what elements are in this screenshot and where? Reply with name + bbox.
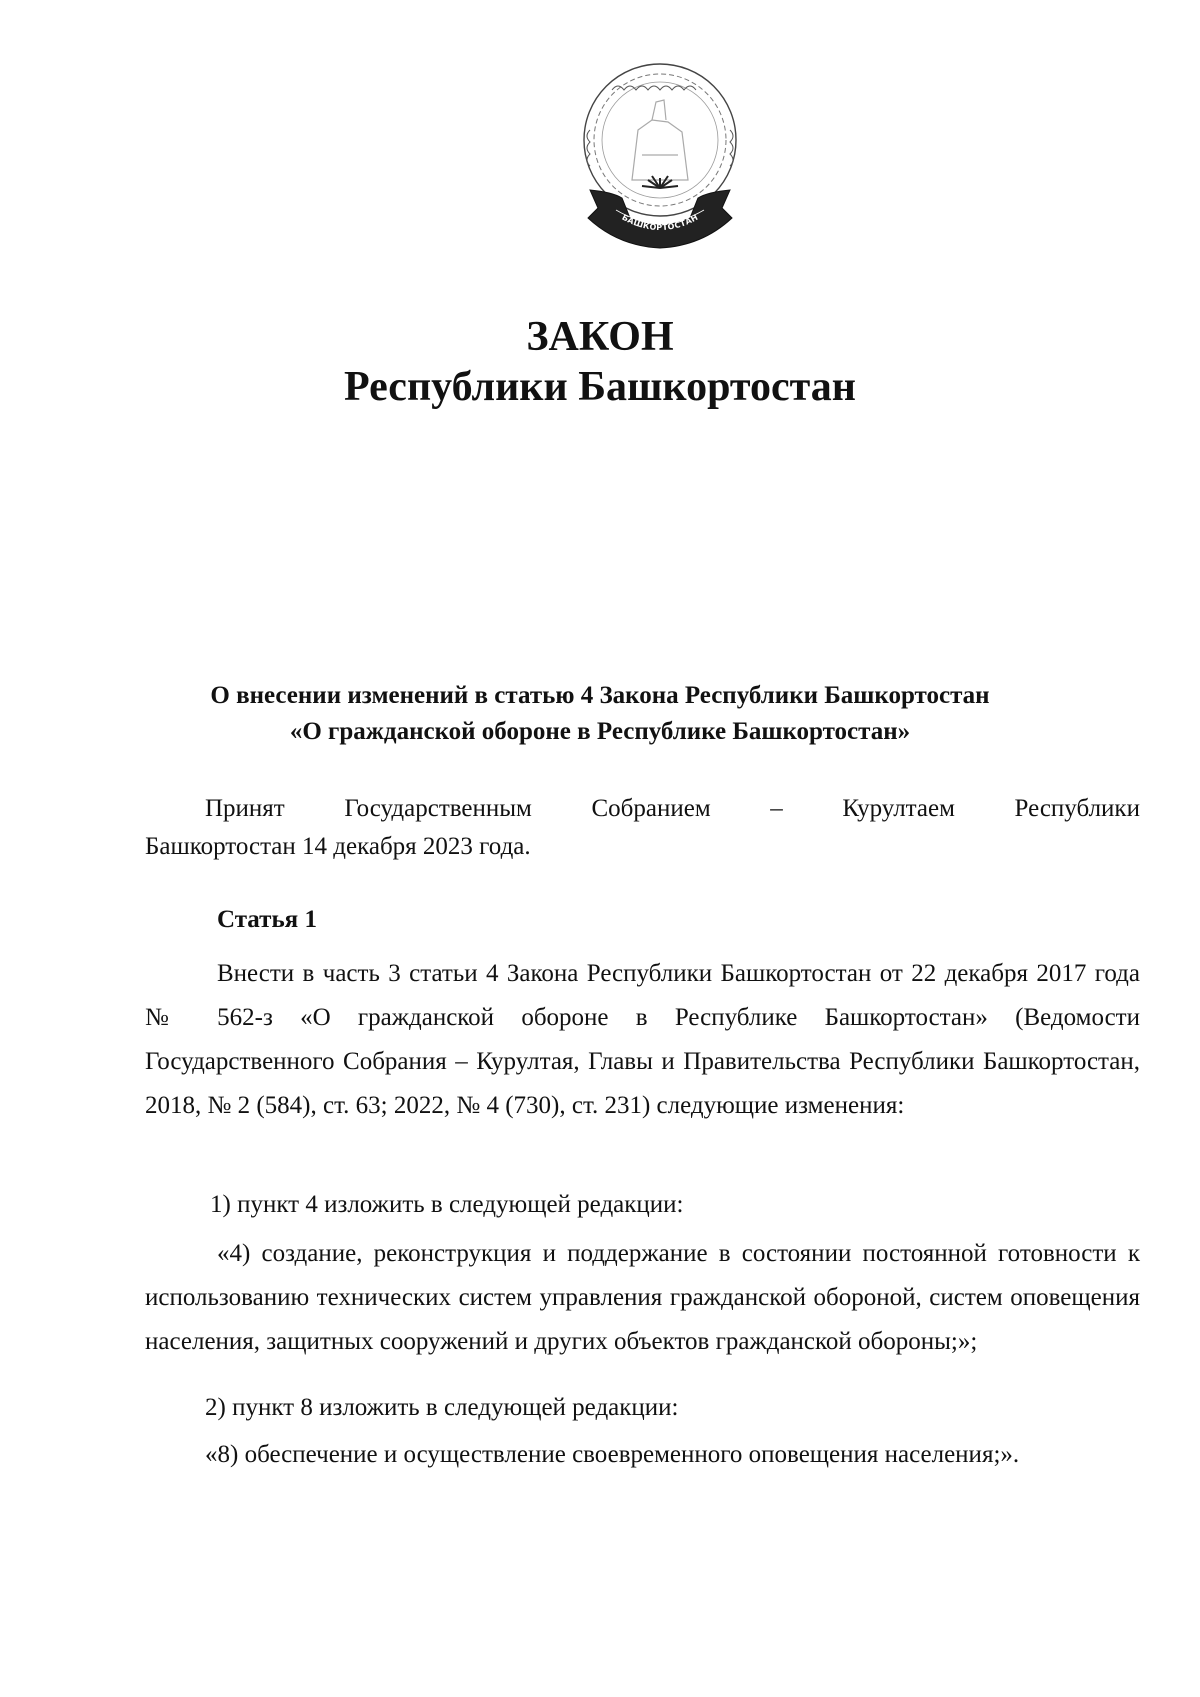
- adoption-note: [145, 790, 1140, 866]
- document-type-title: ЗАКОН: [526, 314, 674, 360]
- adoption-word: Республики: [1014, 795, 1140, 822]
- adoption-note-line-1: [145, 790, 1140, 828]
- adoption-note-line-2: Башкортостан 14 декабря 2023 года.: [145, 833, 531, 860]
- article-intro-paragraph: Внести в часть 3 статьи 4 Закона Республики Башкортостан от 22 декабря 2017 года № 562-з «О гражданской обороне в Республике Башкортостан» (Ведомости Государственного Собрания – Курултая, Главы и Правительства Республики Башкортостан, 2018, № 2 (584), ст. 63; 2022, № 4 (730), ст. 231) следующие изменения:: [145, 960, 1140, 1119]
- adoption-word: Собранием: [591, 795, 711, 822]
- document-issuer-title: Республики Башкортостан: [344, 364, 856, 410]
- amendment-item-2: 2) пункт 8 изложить в следующей редакции:: [205, 1394, 679, 1421]
- adoption-word: Государственным: [344, 795, 532, 822]
- law-heading-line-2: «О гражданской обороне в Республике Башкортостан»: [289, 718, 911, 745]
- adoption-word: Принят: [205, 795, 285, 822]
- amendment-item-1: 1) пункт 4 изложить в следующей редакции:: [210, 1191, 684, 1218]
- coat-of-arms-emblem: [572, 60, 748, 256]
- adoption-word: –: [770, 795, 783, 822]
- amendment-item-2-text: «8) обеспечение и осуществление своевременного оповещения населения;».: [205, 1441, 1020, 1468]
- article-title: Статья 1: [217, 906, 317, 933]
- adoption-word: Курултаем: [842, 795, 955, 822]
- svg-text:БАШКОРТОСТАН: БАШКОРТОСТАН: [620, 212, 700, 233]
- amendment-item-1-text: «4) создание, реконструкция и поддержание в состоянии постоянной готовности к использованию технических систем управления гражданской обороной, систем оповещения населения, защитных сооружений и других объектов гражданской обороны;»;: [145, 1240, 1140, 1355]
- law-heading: [0, 678, 1200, 750]
- bashkortostan-coat-of-arms-icon: [572, 60, 748, 256]
- law-heading-line-1: О внесении изменений в статью 4 Закона Республики Башкортостан: [210, 682, 990, 709]
